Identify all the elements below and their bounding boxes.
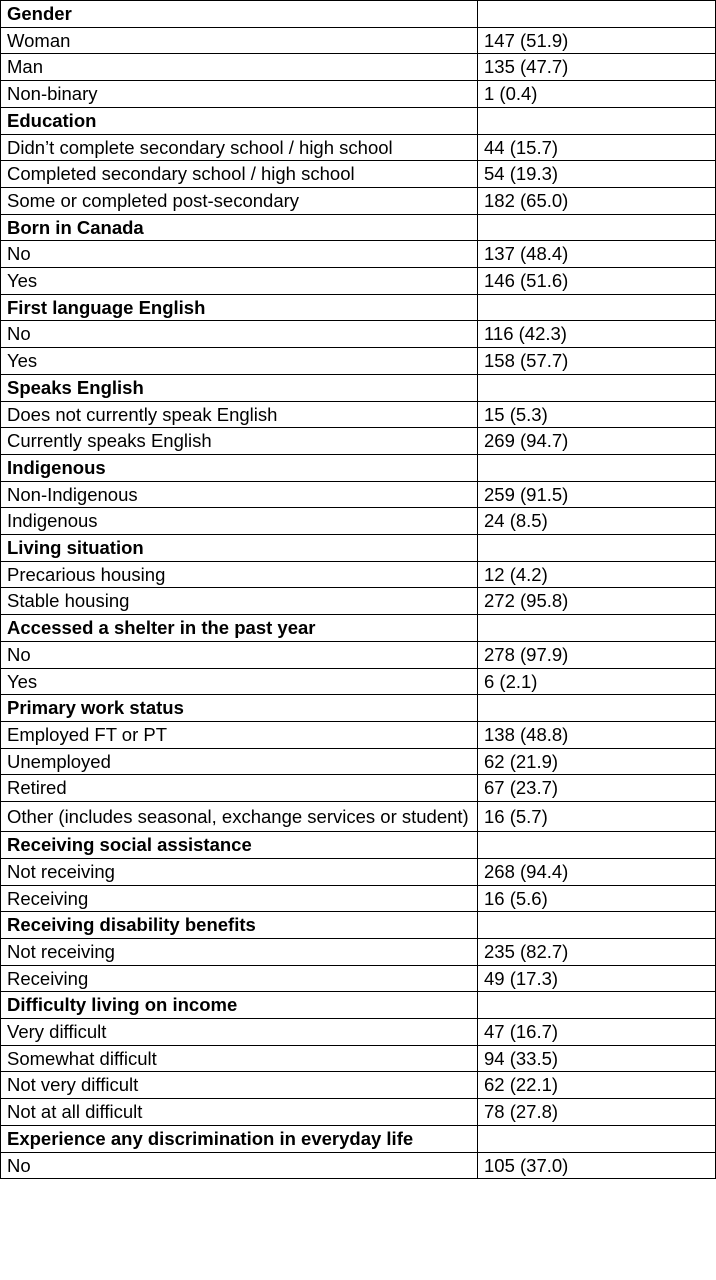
row-label: Precarious housing xyxy=(1,561,478,588)
row-value xyxy=(478,294,716,321)
table-row xyxy=(1,1099,716,1126)
row-label: Retired xyxy=(1,775,478,802)
row-value xyxy=(478,214,716,241)
row-label: Employed FT or PT xyxy=(1,721,478,748)
table-row xyxy=(1,241,716,268)
row-value: 146 (51.6) xyxy=(478,268,716,295)
row-label: No xyxy=(1,321,478,348)
table-row xyxy=(1,481,716,508)
table-row xyxy=(1,588,716,615)
row-label: Unemployed xyxy=(1,748,478,775)
section-header-row xyxy=(1,912,716,939)
row-label: Receiving xyxy=(1,885,478,912)
row-value: 137 (48.4) xyxy=(478,241,716,268)
row-label: Man xyxy=(1,54,478,81)
table-row xyxy=(1,748,716,775)
row-value xyxy=(478,615,716,642)
row-label: Not at all difficult xyxy=(1,1099,478,1126)
row-label: Very difficult xyxy=(1,1019,478,1046)
row-value: 24 (8.5) xyxy=(478,508,716,535)
row-value xyxy=(478,695,716,722)
row-label: Not receiving xyxy=(1,858,478,885)
row-label: Yes xyxy=(1,348,478,375)
section-label: Gender xyxy=(1,1,478,28)
row-value: 235 (82.7) xyxy=(478,938,716,965)
table-row xyxy=(1,27,716,54)
row-label: Completed secondary school / high school xyxy=(1,161,478,188)
section-header-row xyxy=(1,454,716,481)
row-value: 62 (22.1) xyxy=(478,1072,716,1099)
row-value xyxy=(478,1125,716,1152)
row-value: 16 (5.7) xyxy=(478,802,716,832)
row-value: 47 (16.7) xyxy=(478,1019,716,1046)
table-row xyxy=(1,428,716,455)
section-header-row xyxy=(1,214,716,241)
table-row xyxy=(1,802,716,832)
section-label: First language English xyxy=(1,294,478,321)
section-label: Receiving disability benefits xyxy=(1,912,478,939)
section-label: Born in Canada xyxy=(1,214,478,241)
row-label: Woman xyxy=(1,27,478,54)
row-value xyxy=(478,374,716,401)
row-label: Yes xyxy=(1,268,478,295)
table-row xyxy=(1,348,716,375)
row-label: Currently speaks English xyxy=(1,428,478,455)
table-row xyxy=(1,561,716,588)
section-label: Education xyxy=(1,107,478,134)
row-value xyxy=(478,912,716,939)
row-label: No xyxy=(1,1152,478,1179)
row-label: No xyxy=(1,641,478,668)
row-label: Indigenous xyxy=(1,508,478,535)
table-row xyxy=(1,508,716,535)
row-value xyxy=(478,535,716,562)
row-value: 158 (57.7) xyxy=(478,348,716,375)
section-label: Accessed a shelter in the past year xyxy=(1,615,478,642)
row-label: Non-binary xyxy=(1,81,478,108)
table-row xyxy=(1,668,716,695)
table-row xyxy=(1,401,716,428)
section-header-row xyxy=(1,1125,716,1152)
section-header-row xyxy=(1,832,716,859)
row-value: 78 (27.8) xyxy=(478,1099,716,1126)
row-value: 116 (42.3) xyxy=(478,321,716,348)
row-value xyxy=(478,107,716,134)
row-value xyxy=(478,832,716,859)
row-label: Does not currently speak English xyxy=(1,401,478,428)
row-value: 15 (5.3) xyxy=(478,401,716,428)
section-header-row xyxy=(1,695,716,722)
table-row xyxy=(1,1072,716,1099)
section-label: Difficulty living on income xyxy=(1,992,478,1019)
section-header-row xyxy=(1,374,716,401)
row-value: 62 (21.9) xyxy=(478,748,716,775)
row-value: 54 (19.3) xyxy=(478,161,716,188)
table-row xyxy=(1,965,716,992)
section-header-row xyxy=(1,294,716,321)
table-row xyxy=(1,938,716,965)
row-value: 16 (5.6) xyxy=(478,885,716,912)
row-value: 12 (4.2) xyxy=(478,561,716,588)
row-value: 182 (65.0) xyxy=(478,187,716,214)
table-row xyxy=(1,321,716,348)
row-value: 49 (17.3) xyxy=(478,965,716,992)
section-header-row xyxy=(1,615,716,642)
section-header-row xyxy=(1,107,716,134)
row-value xyxy=(478,992,716,1019)
row-label: Other (includes seasonal, exchange services or student) xyxy=(1,802,478,832)
table-row xyxy=(1,1045,716,1072)
row-value: 147 (51.9) xyxy=(478,27,716,54)
row-label: Receiving xyxy=(1,965,478,992)
row-label: Some or completed post-secondary xyxy=(1,187,478,214)
row-value: 278 (97.9) xyxy=(478,641,716,668)
table-row xyxy=(1,641,716,668)
table-row xyxy=(1,721,716,748)
table-row xyxy=(1,81,716,108)
table-row xyxy=(1,775,716,802)
table-row xyxy=(1,161,716,188)
section-label: Speaks English xyxy=(1,374,478,401)
table-row xyxy=(1,187,716,214)
row-value: 272 (95.8) xyxy=(478,588,716,615)
section-label: Experience any discrimination in everyday life xyxy=(1,1125,478,1152)
row-label: Not very difficult xyxy=(1,1072,478,1099)
row-label: Somewhat difficult xyxy=(1,1045,478,1072)
row-value: 259 (91.5) xyxy=(478,481,716,508)
row-value: 105 (37.0) xyxy=(478,1152,716,1179)
row-value: 44 (15.7) xyxy=(478,134,716,161)
section-header-row xyxy=(1,992,716,1019)
row-label: Stable housing xyxy=(1,588,478,615)
section-header-row xyxy=(1,1,716,28)
row-value: 269 (94.7) xyxy=(478,428,716,455)
table-body xyxy=(1,1,716,1179)
table-row xyxy=(1,885,716,912)
row-value: 138 (48.8) xyxy=(478,721,716,748)
table-row xyxy=(1,858,716,885)
row-value: 67 (23.7) xyxy=(478,775,716,802)
table-row xyxy=(1,54,716,81)
row-label: No xyxy=(1,241,478,268)
row-label: Didn’t complete secondary school / high school xyxy=(1,134,478,161)
section-label: Receiving social assistance xyxy=(1,832,478,859)
section-header-row xyxy=(1,535,716,562)
row-value: 94 (33.5) xyxy=(478,1045,716,1072)
row-value: 6 (2.1) xyxy=(478,668,716,695)
table-row xyxy=(1,268,716,295)
row-value: 135 (47.7) xyxy=(478,54,716,81)
table-row xyxy=(1,134,716,161)
row-label: Not receiving xyxy=(1,938,478,965)
row-value xyxy=(478,454,716,481)
section-label: Primary work status xyxy=(1,695,478,722)
section-label: Indigenous xyxy=(1,454,478,481)
row-label: Yes xyxy=(1,668,478,695)
row-value: 268 (94.4) xyxy=(478,858,716,885)
section-label: Living situation xyxy=(1,535,478,562)
row-value: 1 (0.4) xyxy=(478,81,716,108)
table-row xyxy=(1,1152,716,1179)
row-value xyxy=(478,1,716,28)
table-row xyxy=(1,1019,716,1046)
row-label: Non-Indigenous xyxy=(1,481,478,508)
